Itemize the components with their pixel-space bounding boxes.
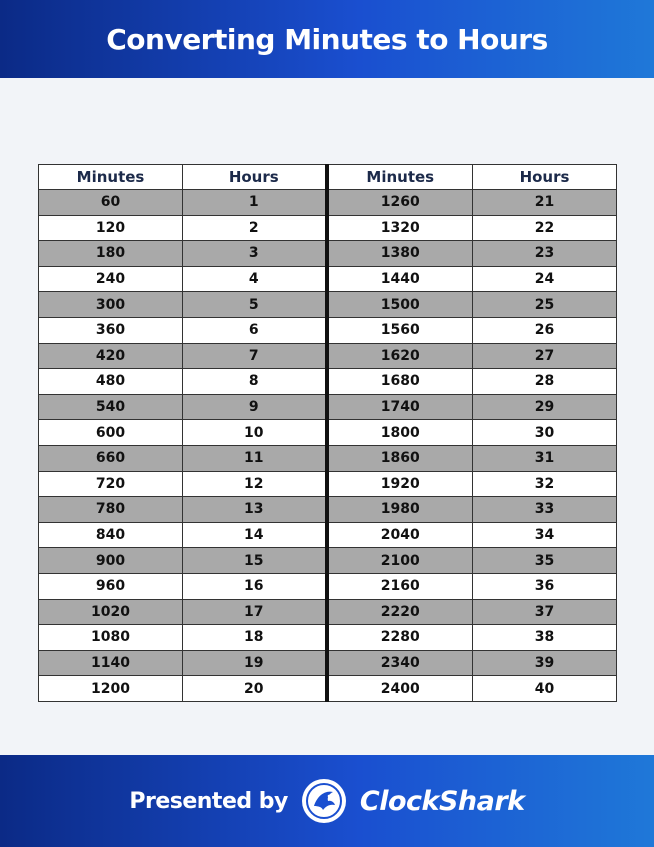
- table-row: [39, 676, 617, 702]
- cell-hours-left: 14: [183, 522, 327, 548]
- cell-hours-left: 3: [183, 241, 327, 267]
- table-row: [39, 394, 617, 420]
- cell-hours-right: 35: [473, 548, 617, 574]
- cell-minutes-left: 60: [39, 190, 183, 216]
- cell-hours-right: 22: [473, 215, 617, 241]
- cell-hours-left: 11: [183, 445, 327, 471]
- cell-minutes-right: 1620: [327, 343, 473, 369]
- cell-hours-right: 39: [473, 650, 617, 676]
- cell-minutes-right: 1320: [327, 215, 473, 241]
- presented-by-label: Presented by: [129, 788, 288, 814]
- table-row: [39, 548, 617, 574]
- table-row: [39, 625, 617, 651]
- cell-hours-left: 20: [183, 676, 327, 702]
- table-row: [39, 650, 617, 676]
- table-row: [39, 497, 617, 523]
- cell-minutes-right: 2040: [327, 522, 473, 548]
- cell-minutes-right: 1800: [327, 420, 473, 446]
- cell-hours-right: 24: [473, 266, 617, 292]
- cell-hours-left: 13: [183, 497, 327, 523]
- cell-minutes-right: 2100: [327, 548, 473, 574]
- cell-minutes-right: 2160: [327, 573, 473, 599]
- cell-hours-right: 40: [473, 676, 617, 702]
- table-row: [39, 599, 617, 625]
- cell-minutes-left: 1200: [39, 676, 183, 702]
- table-row: [39, 317, 617, 343]
- cell-hours-left: 12: [183, 471, 327, 497]
- cell-hours-right: 32: [473, 471, 617, 497]
- header-hours-left: Hours: [183, 165, 327, 190]
- cell-hours-left: 15: [183, 548, 327, 574]
- cell-hours-right: 27: [473, 343, 617, 369]
- table-row: [39, 190, 617, 216]
- footer-banner: [0, 755, 654, 847]
- header-minutes-right: Minutes: [327, 165, 473, 190]
- cell-hours-left: 9: [183, 394, 327, 420]
- cell-hours-right: 29: [473, 394, 617, 420]
- cell-minutes-left: 360: [39, 317, 183, 343]
- cell-hours-left: 16: [183, 573, 327, 599]
- table-row: [39, 445, 617, 471]
- cell-hours-left: 10: [183, 420, 327, 446]
- cell-hours-left: 18: [183, 625, 327, 651]
- table-row: [39, 471, 617, 497]
- cell-hours-right: 38: [473, 625, 617, 651]
- table-row: [39, 573, 617, 599]
- cell-hours-left: 8: [183, 369, 327, 395]
- shark-icon: [302, 779, 346, 823]
- conversion-table-wrap: [38, 164, 616, 702]
- cell-minutes-right: 1440: [327, 266, 473, 292]
- cell-minutes-left: 720: [39, 471, 183, 497]
- cell-minutes-left: 660: [39, 445, 183, 471]
- cell-hours-left: 1: [183, 190, 327, 216]
- cell-minutes-right: 2340: [327, 650, 473, 676]
- cell-minutes-left: 600: [39, 420, 183, 446]
- cell-minutes-left: 180: [39, 241, 183, 267]
- cell-minutes-right: 1380: [327, 241, 473, 267]
- conversion-table: [38, 164, 617, 702]
- cell-minutes-right: 1860: [327, 445, 473, 471]
- cell-hours-right: 28: [473, 369, 617, 395]
- cell-hours-left: 5: [183, 292, 327, 318]
- cell-hours-left: 19: [183, 650, 327, 676]
- cell-minutes-right: 1260: [327, 190, 473, 216]
- cell-hours-right: 31: [473, 445, 617, 471]
- cell-minutes-left: 1140: [39, 650, 183, 676]
- cell-minutes-right: 2220: [327, 599, 473, 625]
- cell-minutes-right: 1920: [327, 471, 473, 497]
- cell-minutes-right: 1500: [327, 292, 473, 318]
- cell-hours-right: 34: [473, 522, 617, 548]
- cell-hours-right: 21: [473, 190, 617, 216]
- cell-minutes-right: 2280: [327, 625, 473, 651]
- cell-minutes-left: 1020: [39, 599, 183, 625]
- table-row: [39, 522, 617, 548]
- cell-minutes-left: 900: [39, 548, 183, 574]
- table-body: [39, 190, 617, 702]
- cell-minutes-left: 300: [39, 292, 183, 318]
- table-row: [39, 343, 617, 369]
- cell-hours-right: 37: [473, 599, 617, 625]
- cell-hours-left: 17: [183, 599, 327, 625]
- cell-hours-right: 23: [473, 241, 617, 267]
- cell-minutes-left: 1080: [39, 625, 183, 651]
- cell-hours-right: 25: [473, 292, 617, 318]
- cell-minutes-left: 420: [39, 343, 183, 369]
- table-row: [39, 241, 617, 267]
- cell-hours-right: 36: [473, 573, 617, 599]
- cell-minutes-right: 1680: [327, 369, 473, 395]
- cell-hours-left: 2: [183, 215, 327, 241]
- cell-minutes-left: 540: [39, 394, 183, 420]
- cell-hours-right: 33: [473, 497, 617, 523]
- cell-minutes-left: 240: [39, 266, 183, 292]
- cell-minutes-left: 780: [39, 497, 183, 523]
- cell-minutes-right: 2400: [327, 676, 473, 702]
- table-row: [39, 369, 617, 395]
- cell-minutes-left: 120: [39, 215, 183, 241]
- cell-minutes-right: 1980: [327, 497, 473, 523]
- cell-minutes-right: 1740: [327, 394, 473, 420]
- table-row: [39, 420, 617, 446]
- table-row: [39, 215, 617, 241]
- cell-hours-right: 30: [473, 420, 617, 446]
- cell-hours-left: 7: [183, 343, 327, 369]
- header-banner: [0, 0, 654, 78]
- cell-hours-right: 26: [473, 317, 617, 343]
- brand-name: ClockShark: [359, 785, 525, 817]
- cell-minutes-left: 480: [39, 369, 183, 395]
- page-title: Converting Minutes to Hours: [106, 22, 548, 56]
- cell-minutes-left: 960: [39, 573, 183, 599]
- header-minutes-left: Minutes: [39, 165, 183, 190]
- cell-minutes-left: 840: [39, 522, 183, 548]
- cell-hours-left: 4: [183, 266, 327, 292]
- table-row: [39, 266, 617, 292]
- table-row: [39, 292, 617, 318]
- cell-hours-left: 6: [183, 317, 327, 343]
- table-header-row: [39, 165, 617, 190]
- cell-minutes-right: 1560: [327, 317, 473, 343]
- header-hours-right: Hours: [473, 165, 617, 190]
